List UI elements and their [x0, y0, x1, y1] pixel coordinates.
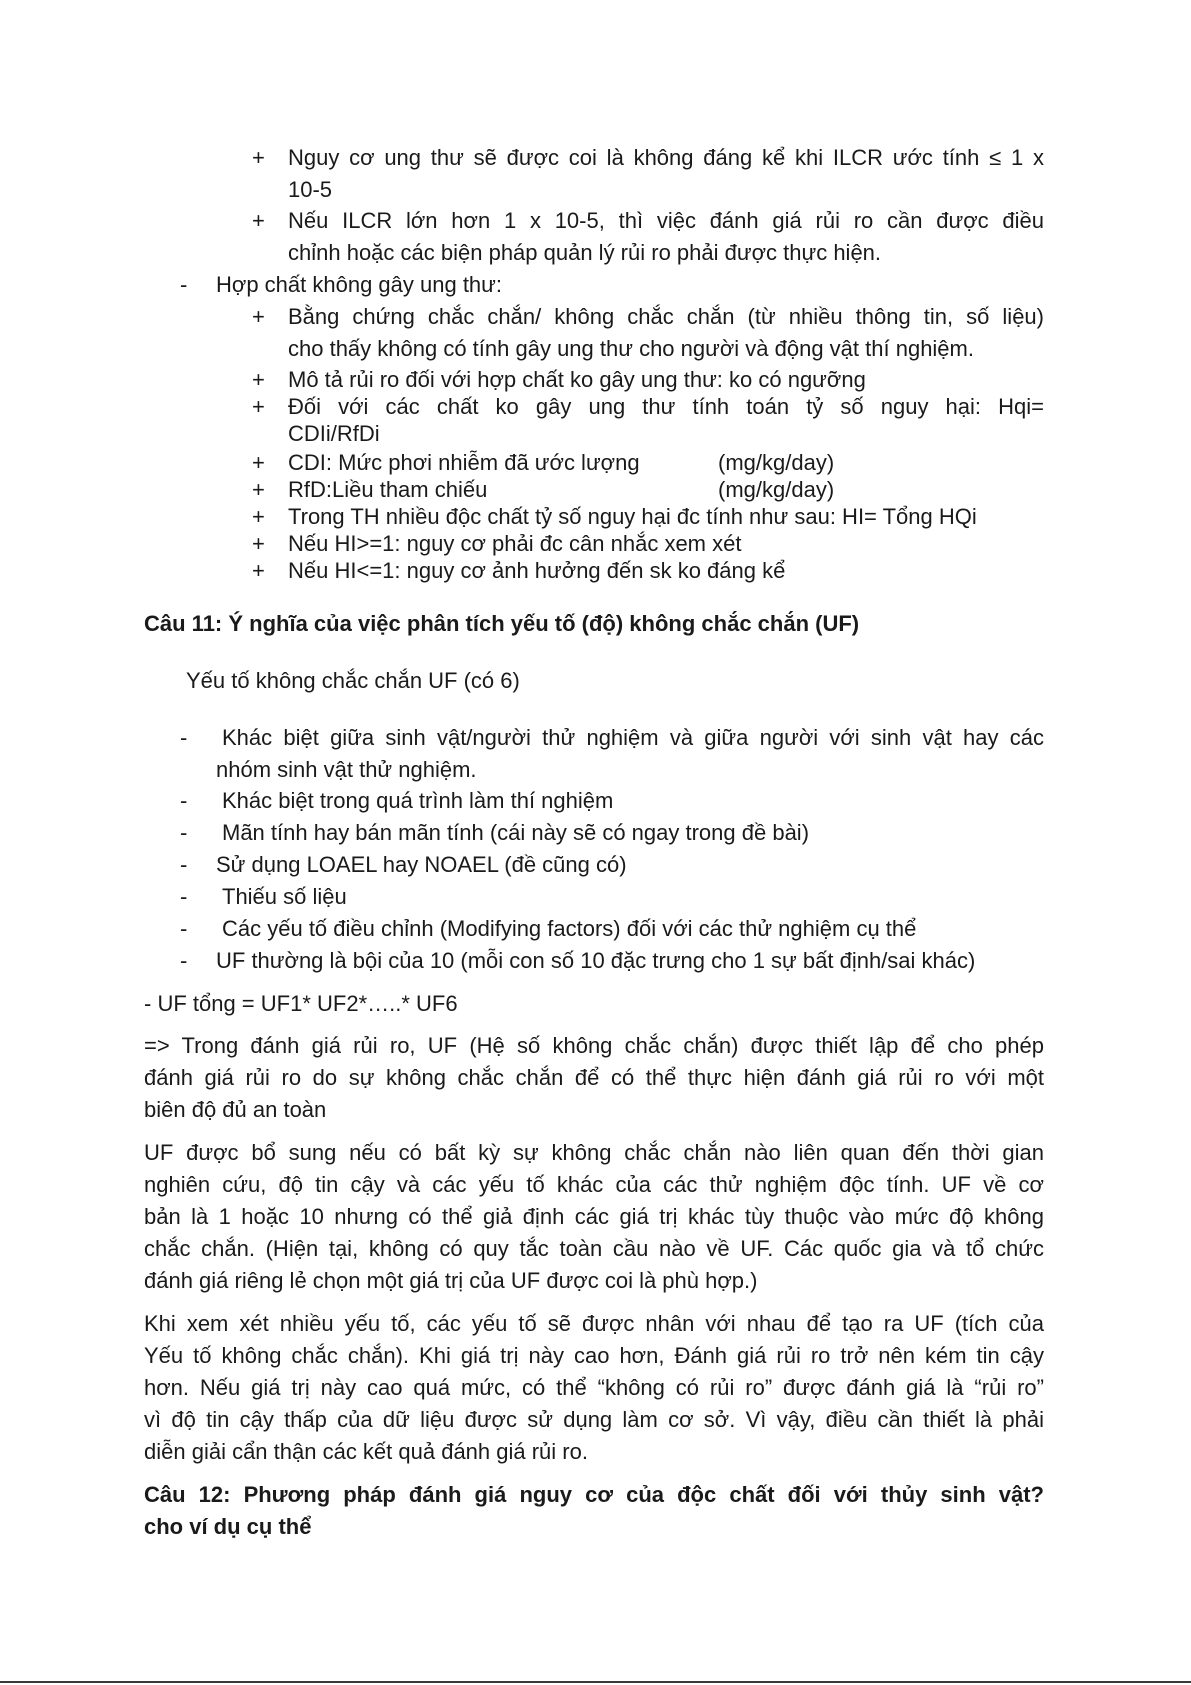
list-item-text: Nếu HI<=1: nguy cơ ảnh hưởng đến sk ko đáng kể: [288, 558, 786, 583]
paragraph-line: hơn. Nếu giá trị này cao quá mức, có thể “không có rủi ro” được đánh giá là “rủi ro”: [144, 1375, 1044, 1400]
paragraph-line: => Trong đánh giá rủi ro, UF (Hệ số không chắc chắn) được thiết lập để cho phép: [144, 1033, 1044, 1058]
unit-text: (mg/kg/day): [718, 450, 835, 475]
uf-bullet-text: nhóm sinh vật thử nghiệm.: [216, 757, 477, 782]
unit-text: (mg/kg/day): [718, 477, 835, 502]
question-11-heading: Câu 11: Ý nghĩa của việc phân tích yếu tố (độ) không chắc chắn (UF): [144, 611, 860, 636]
question-12-heading: Câu 12: Phương pháp đánh giá nguy cơ của độc chất đối với thủy sinh vật?: [144, 1482, 1044, 1507]
uf-bullet-text: Khác biệt giữa sinh vật/người thử nghiệm và giữa người với sinh vật hay các: [222, 725, 1044, 750]
plus-bullet: +: [252, 394, 265, 419]
dash-bullet: -: [180, 884, 188, 909]
list-item-text: Đối với các chất ko gây ung thư tính toán tỷ số nguy hại: Hqi=: [288, 394, 1044, 419]
plus-bullet: +: [252, 304, 265, 329]
paragraph-line: Yếu tố không chắc chắn). Khi giá trị này cao hơn, Đánh giá rủi ro trở nên kém tin cậy: [144, 1343, 1044, 1368]
paragraph-line: bản là 1 hoặc 10 nhưng có thể giả định các giá trị khác tùy thuộc vào mức độ không: [144, 1204, 1044, 1229]
dash-bullet: -: [180, 852, 188, 877]
list-subheading: Hợp chất không gây ung thư:: [216, 272, 502, 297]
paragraph-line: diễn giải cẩn thận các kết quả đánh giá rủi ro.: [144, 1439, 588, 1464]
paragraph-line: biên độ đủ an toàn: [144, 1097, 327, 1122]
dash-bullet: -: [180, 725, 188, 750]
list-item-text: 10-5: [288, 177, 333, 202]
plus-bullet: +: [252, 208, 265, 233]
list-item-text: Nếu HI>=1: nguy cơ phải đc cân nhắc xem xét: [288, 531, 742, 556]
uf-bullet-text: Sử dụng LOAEL hay NOAEL (đề cũng có): [216, 852, 627, 877]
dash-bullet: -: [180, 272, 188, 297]
paragraph-line: chắc chắn. (Hiện tại, không có quy tắc toàn cầu nào về UF. Các quốc gia và tổ chức: [144, 1236, 1044, 1261]
paragraph-line: UF được bổ sung nếu có bất kỳ sự không chắc chắn nào liên quan đến thời gian: [144, 1140, 1044, 1165]
question-12-heading-cont: cho ví dụ cụ thể: [144, 1514, 312, 1539]
plus-bullet: +: [252, 477, 265, 502]
list-item-text: cho thấy không có tính gây ung thư cho người và động vật thí nghiệm.: [288, 336, 974, 361]
uf-formula: - UF tổng = UF1* UF2*…..* UF6: [144, 991, 458, 1016]
list-item-text: CDI: Mức phơi nhiễm đã ước lượng: [288, 450, 640, 475]
uf-bullet-text: Khác biệt trong quá trình làm thí nghiệm: [222, 788, 614, 813]
list-item-text: Nếu ILCR lớn hơn 1 x 10-5, thì việc đánh giá rủi ro cần được điều: [288, 208, 1044, 233]
list-item-text: Bằng chứng chắc chắn/ không chắc chắn (từ nhiều thông tin, số liệu): [288, 304, 1044, 329]
paragraph-line: nghiên cứu, độ tin cậy và các yếu tố khác của các thử nghiệm độc tính. UF về cơ: [144, 1172, 1044, 1197]
plus-bullet: +: [252, 145, 265, 170]
plus-bullet: +: [252, 558, 265, 583]
list-item-text: RfD:Liều tham chiếu: [288, 477, 488, 502]
paragraph-line: đánh giá riêng lẻ chọn một giá trị của UF được coi là phù hợp.): [144, 1268, 758, 1293]
uf-bullet-text: Thiếu số liệu: [222, 884, 347, 909]
list-item-text: Nguy cơ ung thư sẽ được coi là không đáng kể khi ILCR ước tính ≤ 1 x: [288, 145, 1044, 170]
plus-bullet: +: [252, 450, 265, 475]
plus-bullet: +: [252, 531, 265, 556]
paragraph-line: đánh giá rủi ro do sự không chắc chắn để có thể thực hiện đánh giá rủi ro với một: [144, 1065, 1044, 1090]
uf-intro: Yếu tố không chắc chắn UF (có 6): [186, 668, 520, 693]
plus-bullet: +: [252, 367, 265, 392]
paragraph-line: Khi xem xét nhiều yếu tố, các yếu tố sẽ được nhân với nhau để tạo ra UF (tích của: [144, 1311, 1044, 1336]
dash-bullet: -: [180, 788, 188, 813]
dash-bullet: -: [180, 916, 188, 941]
uf-bullet-text: Mãn tính hay bán mãn tính (cái này sẽ có ngay trong đề bài): [222, 820, 810, 845]
dash-bullet: -: [180, 820, 188, 845]
list-item-text: Trong TH nhiều độc chất tỷ số nguy hại đc tính như sau: HI= Tổng HQi: [288, 504, 977, 529]
paragraph-line: vì độ tin cậy thấp của dữ liệu được sử dụng làm cơ sở. Vì vậy, điều cần thiết là phải: [144, 1407, 1044, 1432]
list-item-text: Mô tả rủi ro đối với hợp chất ko gây ung thư: ko có ngưỡng: [288, 367, 866, 392]
dash-bullet: -: [180, 948, 188, 973]
uf-bullet-text: Các yếu tố điều chỉnh (Modifying factors) đối với các thử nghiệm cụ thể: [222, 916, 917, 941]
plus-bullet: +: [252, 504, 265, 529]
page-bottom-rule: [0, 1681, 1191, 1683]
list-item-text: chỉnh hoặc các biện pháp quản lý rủi ro phải được thực hiện.: [288, 240, 882, 265]
uf-bullet-text: UF thường là bội của 10 (mỗi con số 10 đặc trưng cho 1 sự bất định/sai khác): [216, 948, 976, 973]
list-item-text: CDIi/RfDi: [288, 421, 380, 446]
